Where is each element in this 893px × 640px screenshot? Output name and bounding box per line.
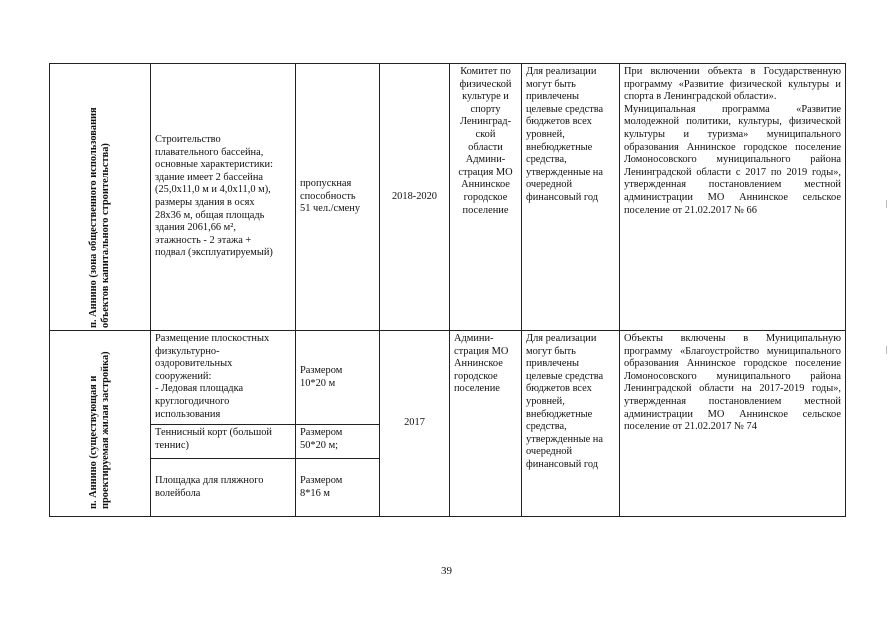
capacity-value: пропускная способность 51 чел./смену [296,64,380,331]
note-value: Объекты включены в Муниципальную программу «Благоустройство муниципального образования Аннинское городское поселение Ломоносовского муниципального района Ленинградской области на 2017-2019 годы», утвержденная постановлением местной администрации МО Аннинское сельское поселение от 21.02.2017 № 74 [620,331,846,517]
size-value: Размером 8*16 м [296,459,380,517]
page-number: 39 [441,565,452,577]
funding-value: Для реализации могут быть привлечены целевые средства бюджетов всех уровней, внебюджетные средства, утвержденные на очередной финансовый год [522,331,620,517]
size-value: Размером 50*20 м; [296,425,380,459]
executor-value: Комитет по физической культуре и спорту Ленинград- ской области Админи- страция МО Аннинское городское поселение [450,64,522,331]
location-label: п. Аннино (зона общественного использования объектов капитального строительства) [87,107,111,328]
scan-mark [882,346,887,354]
period-value: 2018-2020 [380,64,450,331]
object-description: Размещение плоскостных физкультурно- оздоровительных сооружений: - Ледовая площадка круглогодичного использования [151,331,296,425]
size-value: Размером 10*20 м [296,331,380,425]
period-value: 2017 [380,331,450,517]
object-description: Площадка для пляжного волейбола [151,459,296,517]
table-row [50,331,846,425]
location-cell [50,331,151,517]
funding-value: Для реализации могут быть привлечены целевые средства бюджетов всех уровней, внебюджетные средства, утвержденные на очередной финансовый год [522,64,620,331]
table-row [50,64,846,331]
scan-mark [882,200,887,208]
location-label: п. Аннино (существующая и проектируемая жилая застройка) [87,350,111,509]
object-description: Теннисный корт (большой теннис) [151,425,296,459]
note-value: При включении объекта в Государственную программу «Развитие физической культуры и спорта в Ленинградской области». Муниципальная программа «Развитие молодежной политики, культуры, физической культуры и туризма» муниципального образования Аннинское городское поселение Ломоносовского муниципального района Ленинградской области с 2017 по 2019 годы», утвержденная постановлением местной администрации МО Аннинское сельское поселение от 21.02.2017 № 66 [620,64,846,331]
location-cell [50,64,151,331]
executor-value: Админи- страция МО Аннинское городское поселение [450,331,522,517]
object-description: Строительство плавательного бассейна, основные характеристики: здание имеет 2 бассейна (25,0х11,0 м и 4,0х11,0 м), размеры здания в осях 28х36 м, общая площадь здания 2061,66 м², этажность - 2 этажа + подвал (эксплуатируемый) [151,64,296,331]
program-table [49,63,846,517]
